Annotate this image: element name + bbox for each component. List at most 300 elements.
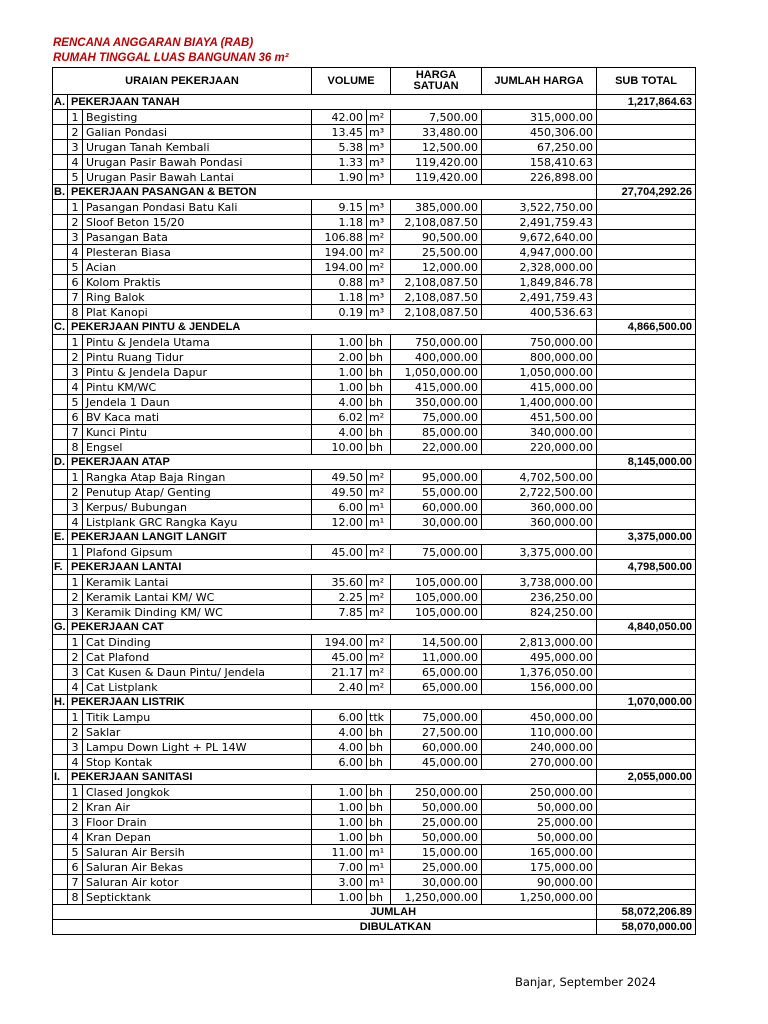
item-unit-price: 250,000.00 bbox=[391, 785, 482, 800]
item-total-price: 450,306.00 bbox=[482, 125, 597, 140]
section-row bbox=[53, 95, 696, 110]
item-subtotal-empty bbox=[597, 380, 696, 395]
item-subtotal-empty bbox=[597, 425, 696, 440]
item-description: Kerpus/ Bubungan bbox=[83, 500, 312, 515]
item-unit-price: 75,000.00 bbox=[391, 710, 482, 725]
item-unit: bh bbox=[367, 755, 391, 770]
section-code: A. bbox=[53, 95, 68, 110]
item-unit: m³ bbox=[367, 140, 391, 155]
item-subtotal-empty bbox=[597, 110, 696, 125]
item-number: 7 bbox=[68, 425, 83, 440]
item-subtotal-empty bbox=[597, 440, 696, 455]
item-description: Saluran Air kotor bbox=[83, 875, 312, 890]
item-subtotal-empty bbox=[597, 470, 696, 485]
item-volume: 1.00 bbox=[312, 335, 367, 350]
item-total-price: 3,522,750.00 bbox=[482, 200, 597, 215]
row-spacer bbox=[53, 725, 68, 740]
dibulatkan-value: 58,070,000.00 bbox=[597, 920, 696, 935]
item-description: Cat Dinding bbox=[83, 635, 312, 650]
item-volume: 0.19 bbox=[312, 305, 367, 320]
item-unit: bh bbox=[367, 335, 391, 350]
item-subtotal-empty bbox=[597, 260, 696, 275]
table-row bbox=[53, 395, 696, 410]
row-spacer bbox=[53, 575, 68, 590]
item-unit: m¹ bbox=[367, 875, 391, 890]
item-number: 1 bbox=[68, 110, 83, 125]
item-number: 2 bbox=[68, 650, 83, 665]
item-total-price: 50,000.00 bbox=[482, 830, 597, 845]
table-row bbox=[53, 290, 696, 305]
item-unit: bh bbox=[367, 440, 391, 455]
item-unit-price: 65,000.00 bbox=[391, 665, 482, 680]
item-total-price: 4,947,000.00 bbox=[482, 245, 597, 260]
item-description: Urugan Pasir Bawah Lantai bbox=[83, 170, 312, 185]
item-total-price: 156,000.00 bbox=[482, 680, 597, 695]
header-sub-total: SUB TOTAL bbox=[597, 68, 696, 95]
item-number: 5 bbox=[68, 395, 83, 410]
item-subtotal-empty bbox=[597, 485, 696, 500]
item-volume: 42.00 bbox=[312, 110, 367, 125]
item-total-price: 400,536.63 bbox=[482, 305, 597, 320]
section-row bbox=[53, 560, 696, 575]
item-number: 3 bbox=[68, 605, 83, 620]
section-subtotal: 3,375,000.00 bbox=[597, 530, 696, 545]
item-unit-price: 119,420.00 bbox=[391, 170, 482, 185]
item-volume: 4.00 bbox=[312, 725, 367, 740]
item-number: 3 bbox=[68, 740, 83, 755]
table-row bbox=[53, 680, 696, 695]
row-spacer bbox=[53, 155, 68, 170]
section-subtotal: 1,070,000.00 bbox=[597, 695, 696, 710]
item-unit: ttk bbox=[367, 710, 391, 725]
row-spacer bbox=[53, 305, 68, 320]
item-description: Plat Kanopi bbox=[83, 305, 312, 320]
row-spacer bbox=[53, 860, 68, 875]
item-total-price: 1,376,050.00 bbox=[482, 665, 597, 680]
item-number: 4 bbox=[68, 380, 83, 395]
item-volume: 5.38 bbox=[312, 140, 367, 155]
section-subtotal: 8,145,000.00 bbox=[597, 455, 696, 470]
item-unit-price: 30,000.00 bbox=[391, 875, 482, 890]
item-subtotal-empty bbox=[597, 575, 696, 590]
item-number: 6 bbox=[68, 860, 83, 875]
row-spacer bbox=[53, 785, 68, 800]
item-volume: 6.02 bbox=[312, 410, 367, 425]
section-row bbox=[53, 185, 696, 200]
item-description: Listplank GRC Rangka Kayu bbox=[83, 515, 312, 530]
item-unit: m² bbox=[367, 650, 391, 665]
item-volume: 3.00 bbox=[312, 875, 367, 890]
item-unit-price: 14,500.00 bbox=[391, 635, 482, 650]
item-unit-price: 750,000.00 bbox=[391, 335, 482, 350]
item-total-price: 158,410.63 bbox=[482, 155, 597, 170]
item-description: Ring Balok bbox=[83, 290, 312, 305]
item-unit-price: 1,050,000.00 bbox=[391, 365, 482, 380]
section-subtotal: 4,840,050.00 bbox=[597, 620, 696, 635]
item-volume: 1.90 bbox=[312, 170, 367, 185]
dibulatkan-row bbox=[53, 920, 696, 935]
jumlah-row bbox=[53, 905, 696, 920]
item-number: 2 bbox=[68, 485, 83, 500]
item-description: Stop Kontak bbox=[83, 755, 312, 770]
item-unit: m² bbox=[367, 260, 391, 275]
item-subtotal-empty bbox=[597, 170, 696, 185]
item-total-price: 270,000.00 bbox=[482, 755, 597, 770]
item-description: Titik Lampu bbox=[83, 710, 312, 725]
item-number: 4 bbox=[68, 245, 83, 260]
item-number: 4 bbox=[68, 755, 83, 770]
item-number: 8 bbox=[68, 440, 83, 455]
item-subtotal-empty bbox=[597, 545, 696, 560]
item-unit: m³ bbox=[367, 155, 391, 170]
item-unit: bh bbox=[367, 365, 391, 380]
item-total-price: 1,400,000.00 bbox=[482, 395, 597, 410]
table-row bbox=[53, 140, 696, 155]
section-subtotal: 2,055,000.00 bbox=[597, 770, 696, 785]
item-unit-price: 30,000.00 bbox=[391, 515, 482, 530]
item-volume: 21.17 bbox=[312, 665, 367, 680]
item-unit-price: 25,500.00 bbox=[391, 245, 482, 260]
item-unit-price: 75,000.00 bbox=[391, 545, 482, 560]
row-spacer bbox=[53, 350, 68, 365]
section-code: B. bbox=[53, 185, 68, 200]
table-row bbox=[53, 650, 696, 665]
item-number: 3 bbox=[68, 230, 83, 245]
section-name: PEKERJAAN TANAH bbox=[68, 95, 597, 110]
item-subtotal-empty bbox=[597, 335, 696, 350]
row-spacer bbox=[53, 470, 68, 485]
row-spacer bbox=[53, 800, 68, 815]
row-spacer bbox=[53, 410, 68, 425]
item-volume: 194.00 bbox=[312, 260, 367, 275]
row-spacer bbox=[53, 290, 68, 305]
item-unit-price: 85,000.00 bbox=[391, 425, 482, 440]
item-number: 8 bbox=[68, 890, 83, 905]
item-number: 1 bbox=[68, 470, 83, 485]
item-unit-price: 95,000.00 bbox=[391, 470, 482, 485]
item-volume: 4.00 bbox=[312, 425, 367, 440]
item-total-price: 110,000.00 bbox=[482, 725, 597, 740]
item-total-price: 50,000.00 bbox=[482, 800, 597, 815]
table-row bbox=[53, 335, 696, 350]
item-total-price: 175,000.00 bbox=[482, 860, 597, 875]
item-number: 2 bbox=[68, 350, 83, 365]
item-volume: 11.00 bbox=[312, 845, 367, 860]
item-description: Acian bbox=[83, 260, 312, 275]
item-description: Clased Jongkok bbox=[83, 785, 312, 800]
header-harga-satuan: HARGA SATUAN bbox=[391, 68, 482, 95]
item-total-price: 9,672,640.00 bbox=[482, 230, 597, 245]
item-unit-price: 1,250,000.00 bbox=[391, 890, 482, 905]
item-unit: m² bbox=[367, 575, 391, 590]
item-unit: m² bbox=[367, 410, 391, 425]
item-total-price: 360,000.00 bbox=[482, 500, 597, 515]
row-spacer bbox=[53, 275, 68, 290]
item-subtotal-empty bbox=[597, 665, 696, 680]
section-subtotal: 1,217,864.63 bbox=[597, 95, 696, 110]
item-volume: 10.00 bbox=[312, 440, 367, 455]
row-spacer bbox=[53, 245, 68, 260]
header-volume: VOLUME bbox=[312, 68, 391, 95]
section-code: E. bbox=[53, 530, 68, 545]
item-unit: bh bbox=[367, 815, 391, 830]
row-spacer bbox=[53, 365, 68, 380]
item-number: 5 bbox=[68, 845, 83, 860]
row-spacer bbox=[53, 485, 68, 500]
table-row bbox=[53, 275, 696, 290]
section-name: PEKERJAAN PINTU & JENDELA bbox=[68, 320, 597, 335]
table-row bbox=[53, 365, 696, 380]
row-spacer bbox=[53, 230, 68, 245]
item-number: 2 bbox=[68, 725, 83, 740]
item-subtotal-empty bbox=[597, 395, 696, 410]
section-name: PEKERJAAN LISTRIK bbox=[68, 695, 597, 710]
item-volume: 194.00 bbox=[312, 245, 367, 260]
item-volume: 45.00 bbox=[312, 545, 367, 560]
item-volume: 12.00 bbox=[312, 515, 367, 530]
item-unit: bh bbox=[367, 785, 391, 800]
item-unit-price: 27,500.00 bbox=[391, 725, 482, 740]
item-unit: m² bbox=[367, 545, 391, 560]
item-unit: bh bbox=[367, 350, 391, 365]
item-total-price: 315,000.00 bbox=[482, 110, 597, 125]
item-unit: m¹ bbox=[367, 500, 391, 515]
row-spacer bbox=[53, 545, 68, 560]
item-volume: 0.88 bbox=[312, 275, 367, 290]
item-total-price: 2,813,000.00 bbox=[482, 635, 597, 650]
item-description: Urugan Pasir Bawah Pondasi bbox=[83, 155, 312, 170]
item-unit-price: 105,000.00 bbox=[391, 605, 482, 620]
item-unit-price: 60,000.00 bbox=[391, 740, 482, 755]
header-row bbox=[53, 68, 696, 95]
table-row bbox=[53, 305, 696, 320]
item-number: 1 bbox=[68, 785, 83, 800]
table-row bbox=[53, 665, 696, 680]
row-spacer bbox=[53, 590, 68, 605]
table-row bbox=[53, 830, 696, 845]
item-subtotal-empty bbox=[597, 200, 696, 215]
table-row bbox=[53, 230, 696, 245]
item-volume: 6.00 bbox=[312, 500, 367, 515]
item-unit-price: 45,000.00 bbox=[391, 755, 482, 770]
item-number: 1 bbox=[68, 635, 83, 650]
item-total-price: 360,000.00 bbox=[482, 515, 597, 530]
jumlah-value: 58,072,206.89 bbox=[597, 905, 696, 920]
item-number: 1 bbox=[68, 200, 83, 215]
row-spacer bbox=[53, 125, 68, 140]
table-row bbox=[53, 350, 696, 365]
row-spacer bbox=[53, 395, 68, 410]
table-row bbox=[53, 485, 696, 500]
item-subtotal-empty bbox=[597, 590, 696, 605]
dibulatkan-label: DIBULATKAN bbox=[53, 920, 597, 935]
item-unit: m² bbox=[367, 485, 391, 500]
item-unit-price: 400,000.00 bbox=[391, 350, 482, 365]
item-unit-price: 12,000.00 bbox=[391, 260, 482, 275]
item-description: Pintu & Jendela Dapur bbox=[83, 365, 312, 380]
item-unit-price: 60,000.00 bbox=[391, 500, 482, 515]
item-number: 2 bbox=[68, 590, 83, 605]
item-total-price: 250,000.00 bbox=[482, 785, 597, 800]
item-description: Keramik Lantai bbox=[83, 575, 312, 590]
item-unit-price: 12,500.00 bbox=[391, 140, 482, 155]
item-volume: 35.60 bbox=[312, 575, 367, 590]
item-subtotal-empty bbox=[597, 275, 696, 290]
item-subtotal-empty bbox=[597, 725, 696, 740]
item-unit: m² bbox=[367, 590, 391, 605]
item-volume: 1.33 bbox=[312, 155, 367, 170]
item-number: 1 bbox=[68, 545, 83, 560]
item-unit: bh bbox=[367, 800, 391, 815]
row-spacer bbox=[53, 815, 68, 830]
item-unit-price: 25,000.00 bbox=[391, 815, 482, 830]
item-number: 3 bbox=[68, 365, 83, 380]
row-spacer bbox=[53, 440, 68, 455]
item-number: 1 bbox=[68, 575, 83, 590]
item-subtotal-empty bbox=[597, 875, 696, 890]
item-number: 6 bbox=[68, 410, 83, 425]
item-unit: m² bbox=[367, 605, 391, 620]
item-volume: 2.40 bbox=[312, 680, 367, 695]
item-total-price: 236,250.00 bbox=[482, 590, 597, 605]
row-spacer bbox=[53, 335, 68, 350]
item-total-price: 4,702,500.00 bbox=[482, 470, 597, 485]
table-row bbox=[53, 785, 696, 800]
item-total-price: 3,375,000.00 bbox=[482, 545, 597, 560]
item-total-price: 824,250.00 bbox=[482, 605, 597, 620]
item-unit-price: 55,000.00 bbox=[391, 485, 482, 500]
table-row bbox=[53, 740, 696, 755]
table-row bbox=[53, 890, 696, 905]
item-description: Pasangan Bata bbox=[83, 230, 312, 245]
item-unit-price: 11,000.00 bbox=[391, 650, 482, 665]
item-description: Cat Plafond bbox=[83, 650, 312, 665]
item-description: Cat Kusen & Daun Pintu/ Jendela bbox=[83, 665, 312, 680]
item-volume: 4.00 bbox=[312, 740, 367, 755]
item-volume: 6.00 bbox=[312, 710, 367, 725]
item-description: Jendela 1 Daun bbox=[83, 395, 312, 410]
item-number: 2 bbox=[68, 800, 83, 815]
item-total-price: 750,000.00 bbox=[482, 335, 597, 350]
item-subtotal-empty bbox=[597, 830, 696, 845]
item-subtotal-empty bbox=[597, 290, 696, 305]
item-volume: 45.00 bbox=[312, 650, 367, 665]
item-unit: m³ bbox=[367, 125, 391, 140]
row-spacer bbox=[53, 200, 68, 215]
item-description: Cat Listplank bbox=[83, 680, 312, 695]
item-description: Saklar bbox=[83, 725, 312, 740]
row-spacer bbox=[53, 680, 68, 695]
section-subtotal: 27,704,292.26 bbox=[597, 185, 696, 200]
table-row bbox=[53, 590, 696, 605]
row-spacer bbox=[53, 740, 68, 755]
table-row bbox=[53, 200, 696, 215]
item-number: 5 bbox=[68, 260, 83, 275]
item-total-price: 165,000.00 bbox=[482, 845, 597, 860]
item-number: 3 bbox=[68, 140, 83, 155]
item-unit-price: 50,000.00 bbox=[391, 800, 482, 815]
item-unit: m² bbox=[367, 470, 391, 485]
item-subtotal-empty bbox=[597, 710, 696, 725]
item-volume: 1.00 bbox=[312, 785, 367, 800]
header-uraian: URAIAN PEKERJAAN bbox=[53, 68, 312, 95]
item-subtotal-empty bbox=[597, 755, 696, 770]
table-row bbox=[53, 410, 696, 425]
item-unit-price: 350,000.00 bbox=[391, 395, 482, 410]
item-unit-price: 7,500.00 bbox=[391, 110, 482, 125]
item-subtotal-empty bbox=[597, 125, 696, 140]
item-description: Keramik Dinding KM/ WC bbox=[83, 605, 312, 620]
item-total-price: 67,250.00 bbox=[482, 140, 597, 155]
item-volume: 2.00 bbox=[312, 350, 367, 365]
item-description: Lampu Down Light + PL 14W bbox=[83, 740, 312, 755]
item-total-price: 450,000.00 bbox=[482, 710, 597, 725]
row-spacer bbox=[53, 650, 68, 665]
item-unit: bh bbox=[367, 830, 391, 845]
item-subtotal-empty bbox=[597, 785, 696, 800]
section-row bbox=[53, 695, 696, 710]
item-number: 4 bbox=[68, 680, 83, 695]
section-row bbox=[53, 770, 696, 785]
table-row bbox=[53, 755, 696, 770]
item-unit: m² bbox=[367, 635, 391, 650]
section-code: I. bbox=[53, 770, 68, 785]
item-unit-price: 415,000.00 bbox=[391, 380, 482, 395]
item-volume: 2.25 bbox=[312, 590, 367, 605]
item-unit-price: 25,000.00 bbox=[391, 860, 482, 875]
item-unit: m² bbox=[367, 230, 391, 245]
item-volume: 1.18 bbox=[312, 215, 367, 230]
item-total-price: 226,898.00 bbox=[482, 170, 597, 185]
item-volume: 1.00 bbox=[312, 800, 367, 815]
item-volume: 7.85 bbox=[312, 605, 367, 620]
item-total-price: 1,050,000.00 bbox=[482, 365, 597, 380]
section-code: F. bbox=[53, 560, 68, 575]
item-subtotal-empty bbox=[597, 245, 696, 260]
item-volume: 106.88 bbox=[312, 230, 367, 245]
item-description: Septicktank bbox=[83, 890, 312, 905]
item-unit: m³ bbox=[367, 215, 391, 230]
table-row bbox=[53, 725, 696, 740]
section-code: G. bbox=[54, 620, 66, 633]
item-description: Galian Pondasi bbox=[83, 125, 312, 140]
item-unit-price: 2,108,087.50 bbox=[391, 305, 482, 320]
item-unit-price: 65,000.00 bbox=[391, 680, 482, 695]
item-unit-price: 105,000.00 bbox=[391, 590, 482, 605]
item-subtotal-empty bbox=[597, 365, 696, 380]
item-unit: m³ bbox=[367, 170, 391, 185]
item-unit: m³ bbox=[367, 200, 391, 215]
item-number: 7 bbox=[68, 875, 83, 890]
section-name: PEKERJAAN CAT bbox=[68, 620, 597, 635]
row-spacer bbox=[53, 845, 68, 860]
item-volume: 49.50 bbox=[312, 470, 367, 485]
item-unit-price: 2,108,087.50 bbox=[391, 275, 482, 290]
section-name: PEKERJAAN ATAP bbox=[68, 455, 597, 470]
item-unit: m¹ bbox=[367, 845, 391, 860]
item-subtotal-empty bbox=[597, 635, 696, 650]
table-row bbox=[53, 110, 696, 125]
item-unit: m² bbox=[367, 110, 391, 125]
table-row bbox=[53, 500, 696, 515]
item-unit: bh bbox=[367, 425, 391, 440]
item-number: 3 bbox=[68, 815, 83, 830]
item-subtotal-empty bbox=[597, 800, 696, 815]
row-spacer bbox=[53, 830, 68, 845]
row-spacer bbox=[53, 755, 68, 770]
item-number: 6 bbox=[68, 275, 83, 290]
item-unit-price: 90,500.00 bbox=[391, 230, 482, 245]
